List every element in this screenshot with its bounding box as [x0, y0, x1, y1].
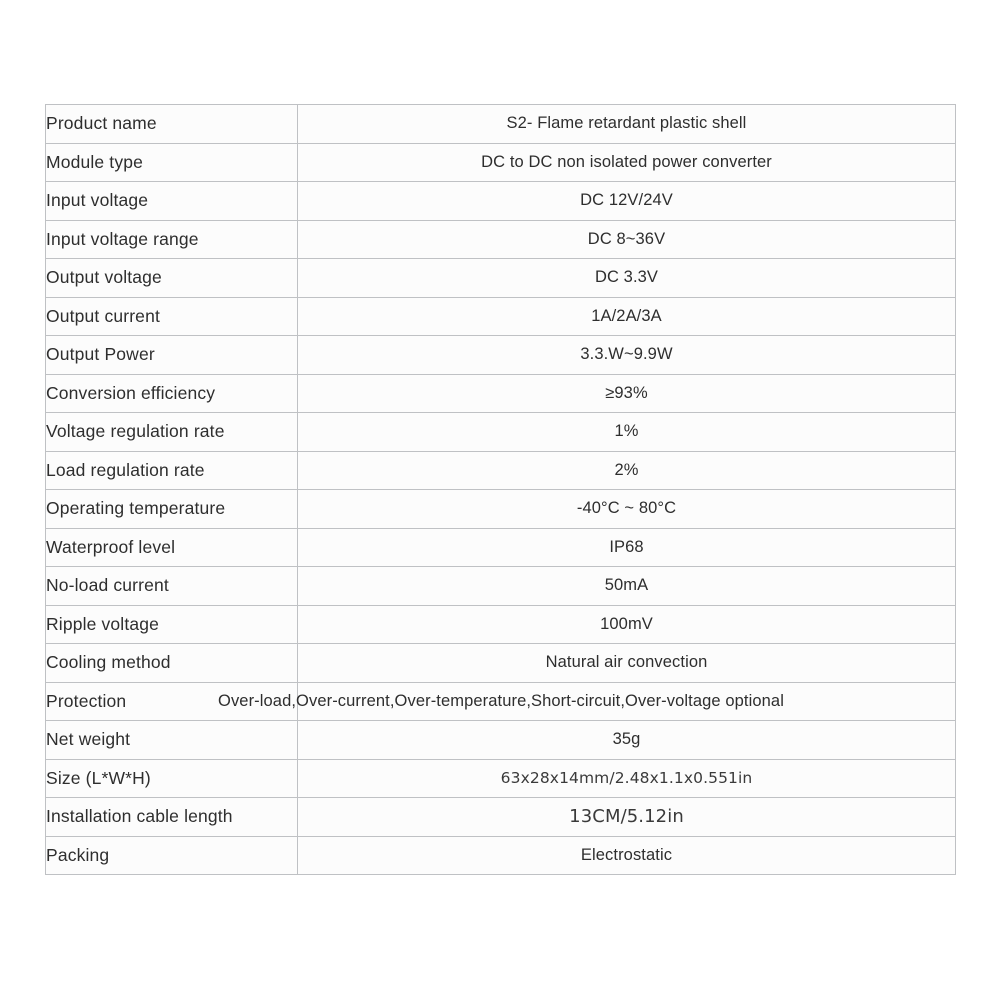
spec-value: 2% [298, 451, 956, 490]
spec-label: Output current [46, 297, 298, 336]
spec-value: 3.3.W~9.9W [298, 336, 956, 375]
spec-label: Operating temperature [46, 490, 298, 529]
table-row [46, 413, 956, 452]
spec-label: Net weight [46, 721, 298, 760]
table-row [46, 182, 956, 221]
spec-label: Load regulation rate [46, 451, 298, 490]
table-row [46, 451, 956, 490]
spec-value: ≥93% [298, 374, 956, 413]
spec-value: S2- Flame retardant plastic shell [298, 105, 956, 144]
spec-value [218, 682, 956, 721]
spec-value: 50mA [298, 567, 956, 606]
spec-label: Size (L*W*H) [46, 759, 298, 798]
table-row [46, 105, 956, 144]
spec-label: No-load current [46, 567, 298, 606]
spec-label: Module type [46, 143, 298, 182]
spec-value: DC 8~36V [298, 220, 956, 259]
spec-label: Waterproof level [46, 528, 298, 567]
table-row [46, 644, 956, 683]
table-row [46, 798, 956, 837]
table-row [46, 259, 956, 298]
spec-label: Output Power [46, 336, 298, 375]
table-row [46, 836, 956, 875]
table-row [46, 682, 956, 721]
spec-label: Voltage regulation rate [46, 413, 298, 452]
spec-value: 63x28x14mm/2.48x1.1x0.551in [298, 759, 956, 798]
table-row [46, 528, 956, 567]
specification-sheet [45, 104, 955, 865]
table-row [46, 143, 956, 182]
table-row [46, 297, 956, 336]
spec-value: 1% [298, 413, 956, 452]
table-row [46, 759, 956, 798]
spec-label: Conversion efficiency [46, 374, 298, 413]
spec-label: Input voltage range [46, 220, 298, 259]
spec-value: 13CM/5.12in [298, 798, 956, 837]
spec-value: IP68 [298, 528, 956, 567]
spec-value: 35g [298, 721, 956, 760]
spec-label: Cooling method [46, 644, 298, 683]
spec-label: Product name [46, 105, 298, 144]
spec-value: Electrostatic [298, 836, 956, 875]
table-row [46, 336, 956, 375]
spec-value-text: Over-load,Over-current,Over-temperature,Short-circuit,Over-voltage optional [218, 691, 784, 710]
table-row [46, 490, 956, 529]
specification-table [45, 104, 956, 875]
spec-label: Installation cable length [46, 798, 298, 837]
table-row [46, 374, 956, 413]
spec-value: -40°C ~ 80°C [298, 490, 956, 529]
table-row [46, 721, 956, 760]
spec-label: Packing [46, 836, 298, 875]
specification-table-body [46, 105, 956, 875]
table-row [46, 605, 956, 644]
spec-label: Output voltage [46, 259, 298, 298]
spec-value: DC 12V/24V [298, 182, 956, 221]
spec-label: Ripple voltage [46, 605, 298, 644]
spec-value: 1A/2A/3A [298, 297, 956, 336]
spec-value: Natural air convection [298, 644, 956, 683]
table-row [46, 567, 956, 606]
spec-value: DC 3.3V [298, 259, 956, 298]
spec-label: Protection [46, 682, 298, 721]
spec-value: 100mV [298, 605, 956, 644]
spec-label: Input voltage [46, 182, 298, 221]
table-row [46, 220, 956, 259]
spec-value: DC to DC non isolated power converter [298, 143, 956, 182]
